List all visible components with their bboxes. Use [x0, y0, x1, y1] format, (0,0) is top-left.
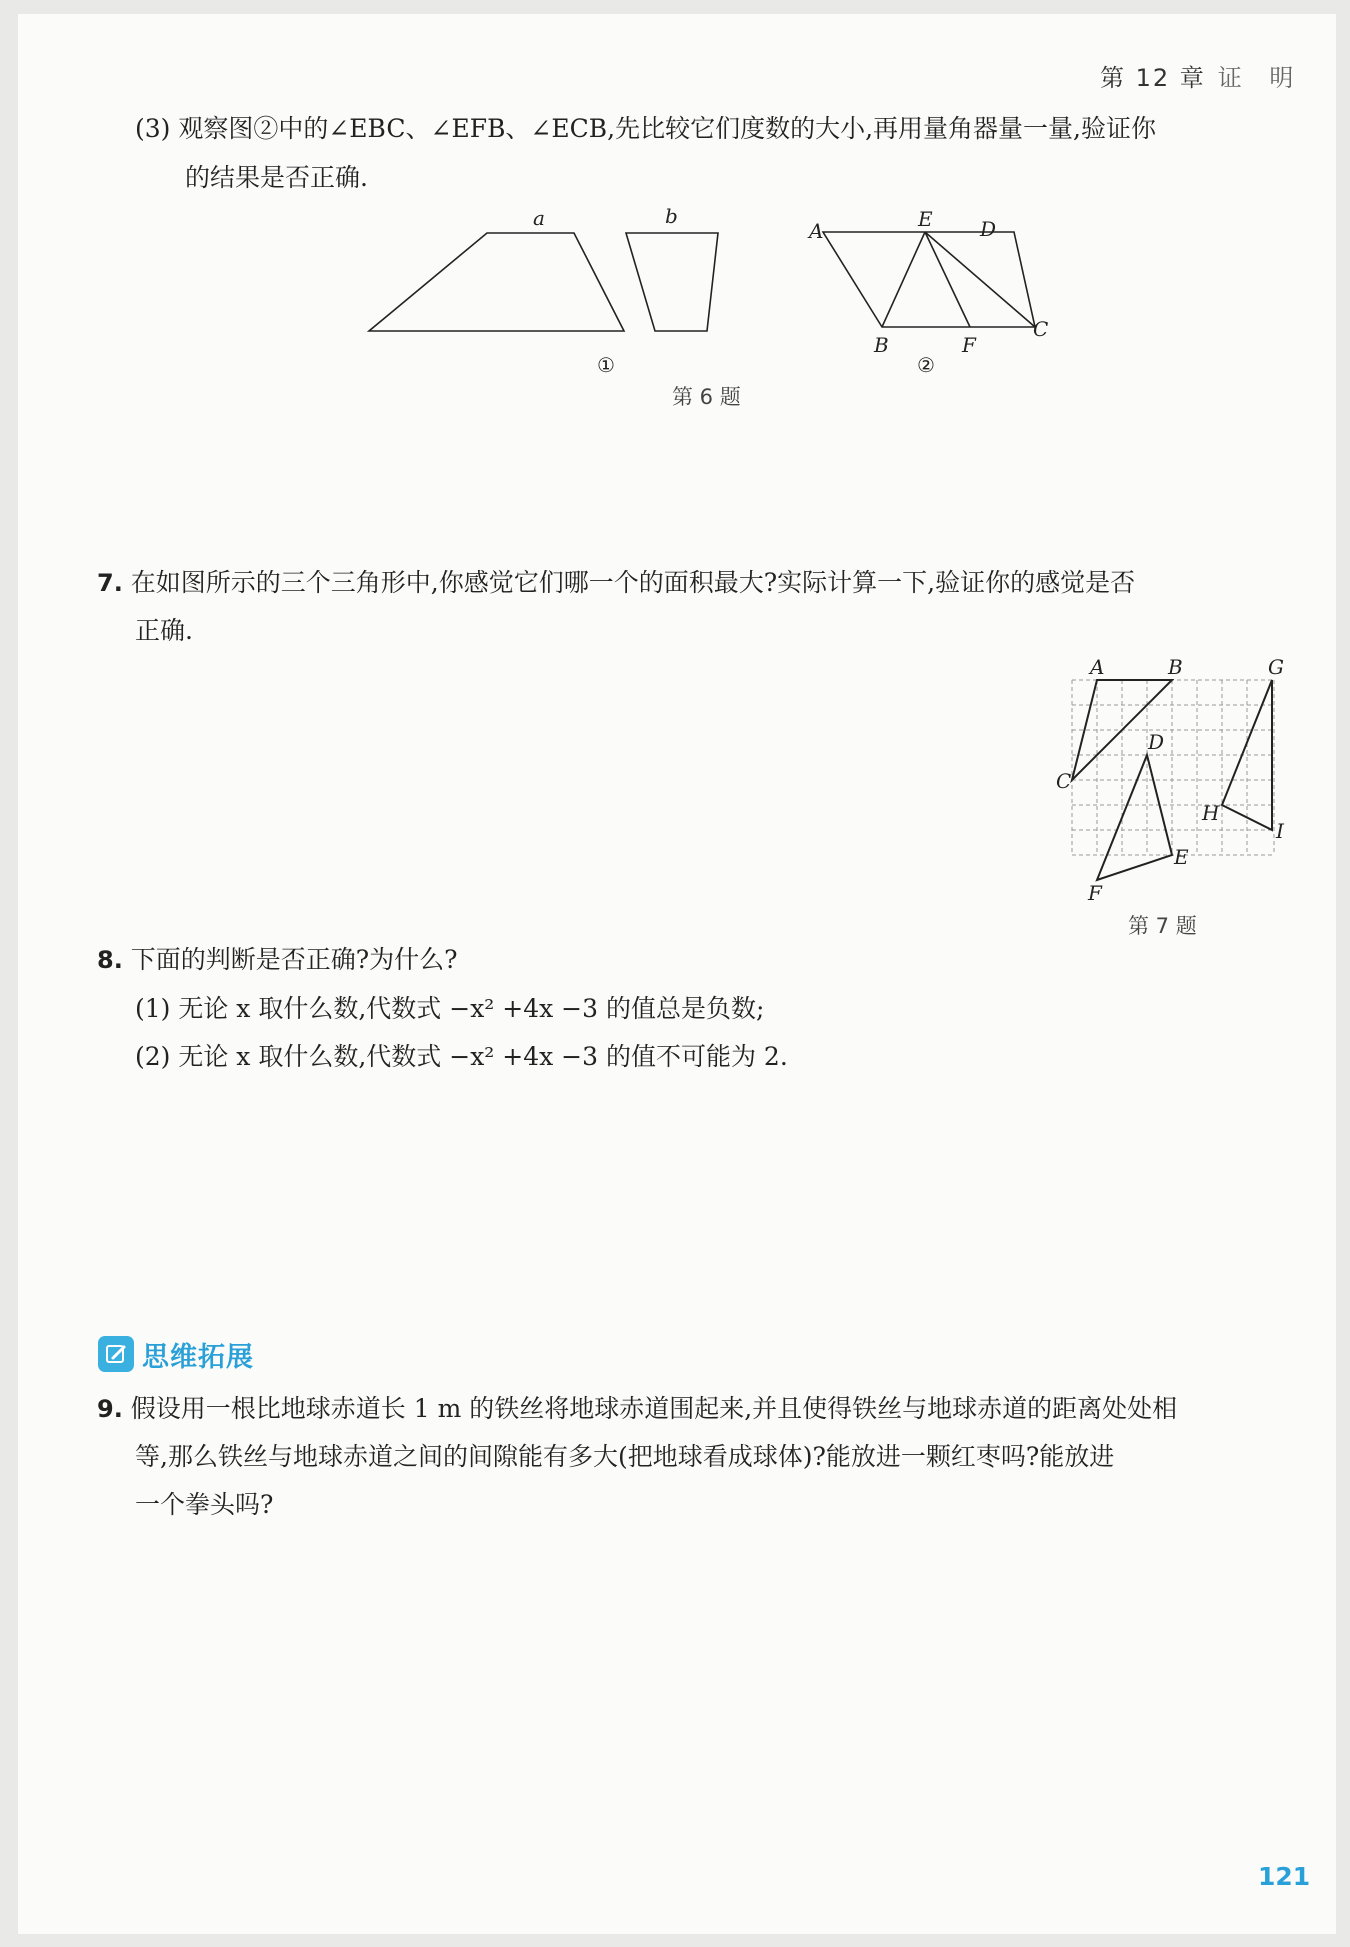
q8-line3: (2) 无论 x 取什么数,代数式 −x² +4x −3 的值不可能为 2.: [135, 1042, 788, 1071]
grid-point-f: F: [1088, 881, 1102, 905]
point-b: B: [874, 333, 889, 357]
point-d: D: [980, 217, 997, 241]
grid-point-i: I: [1276, 819, 1284, 843]
q7-line2: 正确.: [135, 616, 193, 645]
q9-line1-wrap: [97, 1392, 1177, 1426]
pencil-icon: [98, 1336, 134, 1372]
q9-line3: 一个拳头吗?: [135, 1490, 274, 1519]
segment-ef: [925, 232, 970, 327]
fig1-mark: ①: [597, 353, 615, 377]
trapezoid-a: [369, 233, 624, 331]
point-c: C: [1033, 317, 1049, 341]
segment-ec: [925, 232, 1035, 327]
q8-number: 8.: [97, 946, 123, 974]
chapter-title: 证 明: [1217, 64, 1304, 92]
grid-point-a: A: [1090, 655, 1105, 679]
grid-point-h: H: [1202, 801, 1220, 825]
grid-point-b: B: [1168, 655, 1183, 679]
grid-point-g: G: [1268, 655, 1284, 679]
q9-number: 9.: [97, 1395, 123, 1423]
q8-line1: 下面的判断是否正确?为什么?: [130, 945, 458, 974]
q7-caption: 第 7 题: [1128, 914, 1197, 938]
label-b: b: [665, 204, 678, 228]
chapter-number: 第 12 章: [1100, 64, 1206, 92]
grid-point-e: E: [1174, 845, 1189, 869]
point-a: A: [809, 219, 824, 243]
grid-point-c: C: [1056, 769, 1072, 793]
q8-line2: (1) 无论 x 取什么数,代数式 −x² +4x −3 的值总是负数;: [135, 994, 765, 1023]
grid-point-d: D: [1148, 730, 1165, 754]
figure-q7-grid: [1040, 650, 1300, 910]
page-number: 121: [1258, 1862, 1311, 1891]
triangle-def: [1097, 755, 1172, 880]
q7-line1: 在如图所示的三个三角形中,你感觉它们哪一个的面积最大?实际计算一下,验证你的感觉是否: [130, 568, 1136, 597]
q6-part3-line1: (3) 观察图②中的∠EBC、∠EFB、∠ECB,先比较它们度数的大小,再用量角器量一量,验证你: [135, 114, 1156, 143]
label-a: a: [533, 206, 545, 230]
point-f: F: [962, 333, 976, 357]
point-e: E: [918, 207, 933, 231]
grid-lines: [1072, 680, 1274, 855]
q7-line1-wrap: [97, 566, 1135, 600]
q9-line1: 假设用一根比地球赤道长 1 m 的铁丝将地球赤道围起来,并且使得铁丝与地球赤道的距离处处相: [130, 1394, 1178, 1423]
segment-eb: [882, 232, 925, 327]
pencil-icon-glyph: [104, 1342, 128, 1366]
quadrilateral-b: [626, 233, 718, 331]
q7-number: 7.: [97, 569, 123, 597]
q9-line2: 等,那么铁丝与地球赤道之间的间隙能有多大(把地球看成球体)?能放进一颗红枣吗?能放进: [135, 1442, 1115, 1471]
q6-caption: 第 6 题: [672, 385, 741, 409]
q8-line1-wrap: [97, 943, 458, 977]
fig2-mark: ②: [917, 353, 935, 377]
section-title: 思维拓展: [142, 1341, 254, 1373]
q6-part3-line2: 的结果是否正确.: [185, 163, 368, 192]
section-banner: [98, 1334, 254, 1374]
chapter-header: [1100, 58, 1303, 93]
parallelogram-abcd: [823, 232, 1035, 327]
